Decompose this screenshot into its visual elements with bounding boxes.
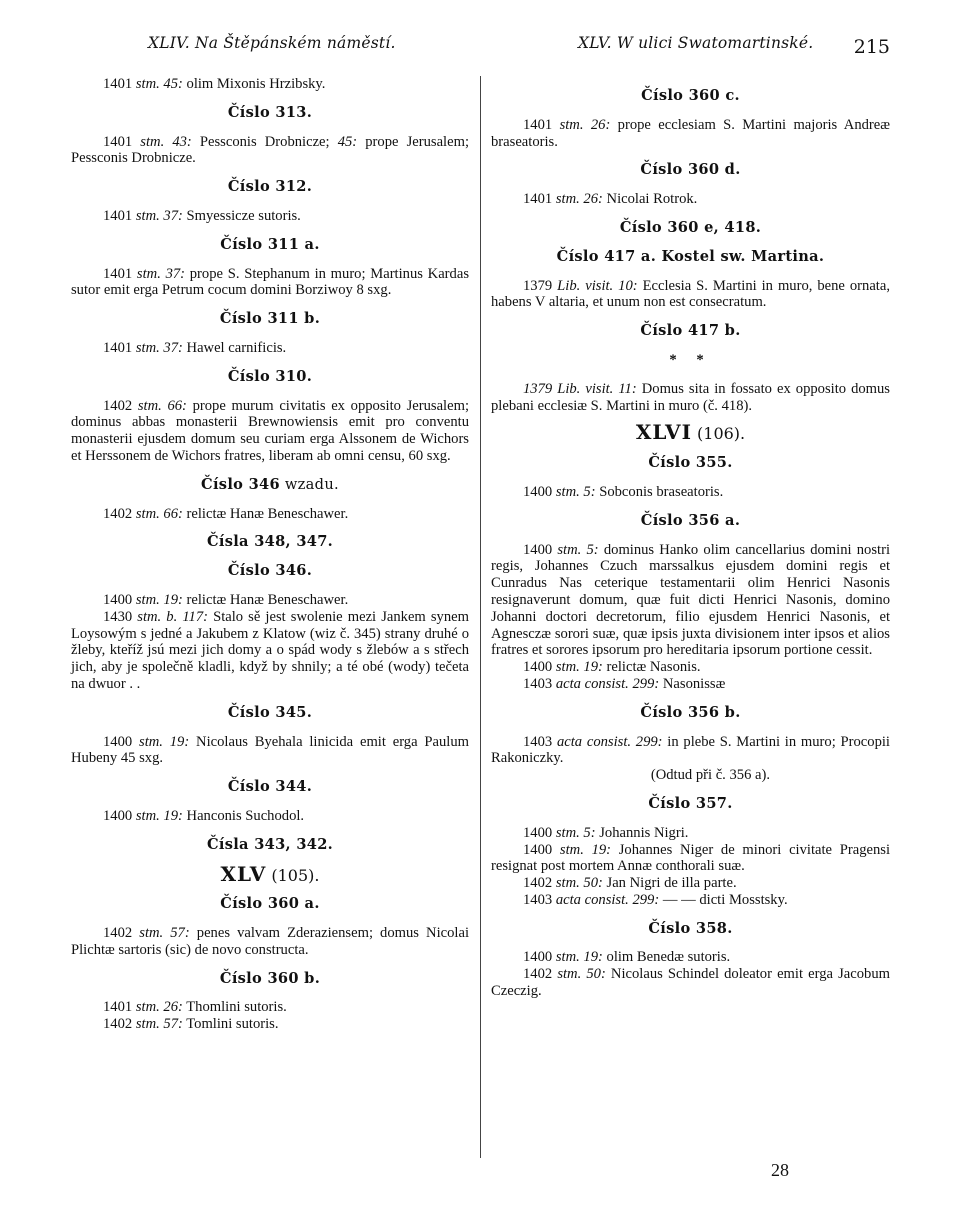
entry-source-ref: stm. 50: bbox=[557, 966, 606, 983]
record-entry bbox=[71, 609, 469, 693]
section-heading: Číslo 360 a. bbox=[220, 895, 320, 913]
section-heading: Čísla 348, 347. bbox=[206, 533, 334, 551]
entry-year: 1402 bbox=[103, 397, 138, 414]
record-entry bbox=[71, 1016, 469, 1033]
section-heading: Číslo 346 wzadu. bbox=[201, 475, 339, 493]
entry-text: prope murum civitatis ex opposito Jerusalem; dominus abbas monasterii Brewnowiensis emit pro conventu monasterii ejusdem domum seu curiam erga Alssonem de Wichors et Herssonem de Wichors fratres, liberam ab omni censu, 60 sxg. bbox=[71, 397, 469, 464]
entry-source-ref: stm. 43: bbox=[140, 133, 192, 150]
entry-source-ref: stm. 37: bbox=[135, 339, 183, 356]
entry-source-ref: stm. 66: bbox=[137, 397, 187, 414]
entry-source-ref: acta consist. 299: bbox=[556, 733, 663, 750]
entry-text: olim Mixonis Hrzibsky. bbox=[182, 76, 326, 92]
record-entry bbox=[491, 842, 890, 876]
section-heading: Číslo 356 b. bbox=[640, 703, 741, 721]
section-heading: Číslo 360 b. bbox=[219, 969, 321, 987]
entry-year: 1400 bbox=[523, 949, 556, 966]
entry-year: 1403 bbox=[523, 675, 556, 692]
record-entry bbox=[491, 542, 890, 660]
section-heading: Číslo 356 a. bbox=[640, 511, 741, 529]
part-heading bbox=[491, 420, 890, 445]
record-entry bbox=[71, 925, 469, 959]
record-entry bbox=[491, 892, 890, 909]
record-entry bbox=[71, 340, 469, 357]
entry-year: 1401 bbox=[523, 191, 556, 208]
record-entry bbox=[491, 117, 890, 151]
record-entry bbox=[491, 966, 890, 1000]
record-entry bbox=[491, 484, 890, 501]
running-head-left: XLIV. Na Štěpánském náměstí. bbox=[148, 34, 396, 52]
record-entry bbox=[71, 76, 469, 93]
record-entry bbox=[491, 875, 890, 892]
record-entry bbox=[71, 999, 469, 1016]
section-heading: Číslo 360 c. bbox=[641, 87, 740, 104]
entry-year: 1402 bbox=[103, 925, 140, 942]
entry-source-ref: Lib. visit. 10: bbox=[557, 277, 638, 294]
entry-year: 1400 bbox=[523, 541, 558, 558]
entry-text: Thomlini sutoris. bbox=[182, 999, 287, 1016]
part-number: (106). bbox=[691, 424, 746, 444]
entry-year: 1402 bbox=[523, 875, 556, 892]
record-entry bbox=[71, 398, 469, 465]
entry-text: dominus Hanko olim cancellarius domini nostri regis, Johannes Czuch marssalkus ejusdem domini regis et Cunradus Nas ceterique testamentarii olim Henrici Nasonis resignaverunt domum, quæ fuit dicti Henrici Nasonis, domino Johanni doctori decretorum, filio ejusdem Henrici Nasonis, et Agnesczæ sorori suæ, quæ ipsis juxta divisionem inter ipsos et alios fratres et sorores ipsorum pro hereditaria ipsorum portione cessit. bbox=[491, 541, 890, 659]
entry-text: prope ecclesiam S. Martini majoris Andreæ braseatoris. bbox=[491, 116, 890, 150]
entry-text: Domus sita in fossato ex opposito domus plebani ecclesiæ S. Martini in muro (č. 418). bbox=[491, 380, 890, 414]
entry-text: prope Jerusalem; Pessconis Drobnicze. bbox=[71, 133, 469, 167]
section-heading: Číslo 344. bbox=[227, 778, 313, 796]
record-entry bbox=[491, 191, 890, 208]
entry-source-ref: stm. 26: bbox=[135, 999, 183, 1016]
left-column bbox=[71, 76, 469, 1033]
record-entry bbox=[491, 949, 890, 966]
record-entry bbox=[71, 734, 469, 768]
section-heading: Číslo 357. bbox=[648, 794, 733, 812]
section-heading: Číslo 313. bbox=[227, 103, 313, 121]
record-entry bbox=[491, 381, 890, 415]
entry-year: 1400 bbox=[523, 483, 556, 500]
section-heading: Číslo 358. bbox=[648, 919, 733, 937]
part-roman-numeral: XLV bbox=[220, 861, 267, 886]
entry-source-ref: stm. 19: bbox=[555, 659, 603, 676]
record-entry bbox=[491, 676, 890, 693]
entry-text: relictæ Hanæ Beneschawer. bbox=[182, 505, 349, 522]
entry-text: Nicolai Rotrok. bbox=[602, 191, 698, 208]
column-divider bbox=[480, 76, 481, 1158]
entry-source-ref: stm. 5: bbox=[557, 541, 599, 558]
entry-year: 1402 bbox=[103, 1016, 136, 1033]
record-entry bbox=[491, 659, 890, 676]
right-column bbox=[491, 76, 890, 1000]
entry-source-ref: acta consist. 299: bbox=[555, 891, 660, 908]
entry-source-ref: stm. 19: bbox=[135, 807, 183, 824]
section-heading: Číslo 311 b. bbox=[219, 310, 321, 328]
entry-year: 1400 bbox=[103, 807, 136, 824]
entry-source-ref: stm. 19: bbox=[139, 733, 190, 750]
record-entry bbox=[71, 592, 469, 609]
page-number: 215 bbox=[853, 36, 890, 58]
entry-text: Smyessicze sutoris. bbox=[182, 207, 301, 224]
record-entry bbox=[491, 734, 890, 768]
entry-text: Nicolaus Schindel doleator emit erga Jacobum Czeczig. bbox=[491, 966, 890, 1000]
entry-text: Johannis Nigri. bbox=[595, 824, 689, 841]
entry-source-ref: stm. 26: bbox=[559, 116, 611, 133]
entry-year: 1400 bbox=[523, 659, 556, 676]
entry-source-ref: stm. 37: bbox=[135, 207, 183, 224]
entry-text: Hawel carnificis. bbox=[182, 339, 287, 356]
section-heading: Číslo 311 a. bbox=[220, 235, 320, 253]
entry-year: 1401 bbox=[103, 207, 136, 224]
entry-text: Johannes Niger de minori civitate Pragensi resignat post mortem Annæ conthorali suæ. bbox=[491, 841, 891, 875]
entry-text: penes valvam Zderaziensem; domus Nicolai Plichtæ sartoris (sic) de novo constructa. bbox=[71, 925, 470, 958]
entry-text: olim Benedæ sutoris. bbox=[602, 949, 731, 966]
running-head-right: XLV. W ulici Swatomartinské. bbox=[578, 34, 814, 52]
section-heading: Čísla 343, 342. bbox=[206, 835, 334, 853]
record-entry bbox=[71, 808, 469, 825]
record-entry bbox=[71, 208, 469, 225]
entry-year: 1403 bbox=[523, 891, 556, 908]
part-number: (105). bbox=[266, 865, 320, 885]
entry-source-ref: stm. 19: bbox=[555, 949, 603, 966]
record-entry bbox=[71, 506, 469, 523]
entry-year: 1430 bbox=[103, 608, 138, 625]
section-heading: Číslo 360 d. bbox=[640, 161, 741, 179]
section-heading: Číslo 310. bbox=[227, 367, 313, 385]
entry-source-ref: stm. b. 117: bbox=[137, 608, 208, 625]
entry-year: 1401 bbox=[103, 265, 137, 282]
section-heading: Číslo 417 a. Kostel sw. Martina. bbox=[556, 247, 825, 265]
entry-year: 1379 bbox=[523, 277, 558, 294]
entry-text: in plebe S. Martini in muro; Procopii Rakoniczky. bbox=[491, 733, 890, 767]
record-entry bbox=[71, 134, 469, 168]
section-heading: Číslo 312. bbox=[227, 178, 313, 196]
entry-source-ref: stm. 26: bbox=[555, 191, 603, 208]
entry-year: 1403 bbox=[523, 733, 557, 750]
section-heading: Číslo 417 b. bbox=[640, 322, 741, 340]
entry-source-ref: stm. 5: bbox=[555, 824, 596, 841]
entry-text: Tomlini sutoris. bbox=[182, 1016, 279, 1033]
entry-source-ref: stm. 19: bbox=[135, 591, 183, 608]
asterism: * * bbox=[669, 351, 712, 368]
entry-text: — — dicti Mosstsky. bbox=[659, 891, 788, 908]
heading-suffix: wzadu. bbox=[279, 475, 339, 493]
entry-year: 1402 bbox=[103, 505, 136, 522]
entry-source-ref: stm. 5: bbox=[555, 483, 596, 500]
entry-text: relictæ Hanæ Beneschawer. bbox=[182, 591, 349, 608]
entry-text: Hanconis Suchodol. bbox=[182, 807, 305, 824]
entry-text: Jan Nigri de illa parte. bbox=[602, 875, 737, 892]
entry-text: Nasonissæ bbox=[659, 675, 726, 692]
entry-year: 1401 bbox=[523, 116, 560, 133]
record-entry bbox=[491, 278, 890, 312]
entry-source-ref: 1379 Lib. visit. 11: bbox=[523, 380, 637, 397]
entry-year: 1401 bbox=[103, 76, 136, 92]
entry-text: Stalo sě jest swolenie mezi Jankem synem Loysowým s jedné a Jakubem z Klatow (wiz č. 345) strany druhé o žleby, kteříž jsú mezi jich domy a o spád wody s žlebów a s střech jich, aby je společně kladli, když by shnily; a té obé (wody) tečeta na dwuor . . bbox=[71, 608, 469, 692]
section-heading: Číslo 345. bbox=[227, 703, 313, 721]
entry-source-ref: stm. 45: bbox=[135, 76, 183, 92]
cross-reference-note: (Odtud při č. 356 a). bbox=[650, 767, 770, 784]
part-roman-numeral: XLVI bbox=[635, 420, 692, 445]
entry-year: 1400 bbox=[523, 841, 560, 858]
entry-text: Pessconis Drobnicze; bbox=[191, 133, 338, 150]
entry-source-ref: stm. 19: bbox=[559, 841, 612, 858]
entry-year: 1401 bbox=[103, 339, 136, 356]
entry-source-ref: stm. 66: bbox=[135, 505, 183, 522]
section-heading: Číslo 355. bbox=[648, 454, 733, 472]
entry-text: relictæ Nasonis. bbox=[602, 659, 701, 676]
entry-source-ref: 45: bbox=[337, 133, 358, 150]
part-heading bbox=[71, 861, 469, 886]
section-heading: Číslo 360 e, 418. bbox=[619, 218, 762, 236]
entry-text: Sobconis braseatoris. bbox=[595, 483, 724, 500]
entry-source-ref: acta consist. 299: bbox=[555, 675, 660, 692]
entry-year: 1400 bbox=[103, 591, 136, 608]
entry-year: 1400 bbox=[103, 733, 140, 750]
entry-year: 1400 bbox=[523, 824, 556, 841]
entry-text: prope S. Stephanum in muro; Martinus Kardas sutor emit erga Petrum cocum domini Borziwoy 8 sxg. bbox=[71, 265, 469, 299]
entry-text: Ecclesia S. Martini in muro, bene ornata, habens V altaria, et unum non est consecratum. bbox=[491, 277, 890, 311]
entry-source-ref: stm. 37: bbox=[136, 265, 186, 282]
entry-source-ref: stm. 50: bbox=[555, 875, 603, 892]
entry-year: 1401 bbox=[103, 133, 141, 150]
record-entry bbox=[71, 266, 469, 300]
section-heading: Číslo 346. bbox=[227, 562, 313, 580]
entry-source-ref: stm. 57: bbox=[139, 925, 190, 942]
record-entry bbox=[491, 825, 890, 842]
entry-year: 1402 bbox=[523, 966, 558, 983]
entry-text: Nicolaus Byehala linicida emit erga Paulum Hubeny 45 sxg. bbox=[71, 733, 469, 767]
entry-source-ref: stm. 57: bbox=[135, 1016, 183, 1033]
signature-number: 28 bbox=[771, 1160, 789, 1180]
entry-year: 1401 bbox=[103, 999, 136, 1016]
